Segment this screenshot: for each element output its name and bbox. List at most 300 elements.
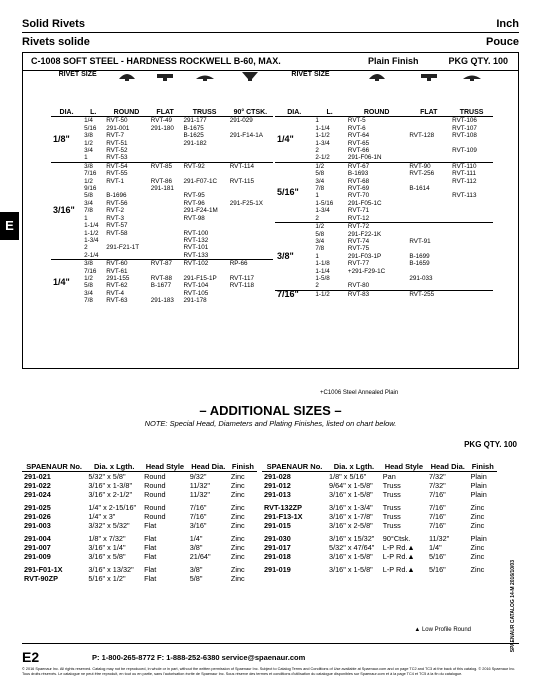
length-cell: 9/16: [84, 185, 97, 193]
finish-label: Plain Finish: [368, 56, 419, 66]
part-number-cell: [228, 207, 273, 214]
additional-cell: 3/16" x 1-5/8": [329, 490, 373, 499]
length-cell: 1/2: [84, 139, 93, 147]
part-number-cell: [407, 147, 450, 154]
table-row: [275, 223, 493, 231]
additional-cell: 1/4": [428, 543, 442, 552]
part-number-cell: 291-F14-1A: [229, 132, 263, 140]
additional-cell: L-P Rd.▲: [382, 543, 415, 552]
additional-row: [262, 499, 497, 512]
part-number-cell: RVT-55: [106, 170, 128, 178]
part-number-cell: [407, 140, 450, 147]
part-number-cell: [228, 215, 273, 222]
part-number-cell: RVT-63: [106, 297, 128, 305]
part-number-cell: RVT-71: [347, 207, 370, 215]
part-number-cell: RVT-117: [229, 274, 254, 282]
additional-cell: 9/32": [189, 472, 207, 481]
length-cell: 1/2: [84, 274, 93, 282]
additional-cell: 1/4": [189, 534, 203, 543]
part-number: 291-013: [264, 490, 291, 499]
part-number-cell: [228, 290, 273, 297]
part-number-cell: RVT-62: [106, 282, 128, 290]
additional-row: [262, 561, 497, 574]
length-cell: 1-1/4: [315, 267, 330, 275]
additional-cell: 3/32" x 5/32": [88, 521, 130, 530]
additional-cell: 3/16" x 2-5/8": [329, 521, 373, 530]
head-style-header: FLAT: [156, 109, 174, 116]
part-number-cell: [228, 230, 273, 237]
table-row: [51, 185, 273, 192]
part-number-cell: [407, 231, 450, 238]
part-number-cell: RVT-85: [149, 162, 182, 170]
additional-column-header: Finish: [469, 462, 497, 472]
part-number-cell: 291-F24-1M: [183, 207, 218, 215]
part-number-cell: [450, 231, 493, 238]
part-number-cell: RVT-6: [347, 124, 366, 132]
part-number: 291-003: [24, 521, 51, 530]
length-cell: 1: [315, 192, 319, 200]
part-number-cell: RVT-111: [452, 170, 476, 178]
additional-cell: Truss: [382, 512, 401, 521]
additional-cell: 1/4" x 2-15/16": [88, 503, 137, 512]
additional-cell: 7/16": [428, 521, 446, 530]
part-number-cell: [149, 192, 182, 199]
part-number-cell: [149, 244, 182, 251]
part-number: 291-019: [264, 565, 291, 574]
part-number-cell: [181, 222, 227, 229]
additional-row: [262, 512, 497, 521]
part-number-cell: [228, 252, 273, 260]
length-cell: 1-3/4: [315, 207, 330, 215]
additional-cell: 3/16" x 2-1/2": [88, 490, 133, 499]
table-row: [51, 162, 273, 170]
length-cell: 3/8: [82, 260, 104, 268]
part-number-cell: [228, 192, 273, 199]
table-row: [51, 140, 273, 147]
part-number-cell: [181, 170, 227, 177]
part-number-cell: +291-F29-1C: [347, 267, 386, 275]
additional-cell: Flat: [144, 574, 157, 583]
part-number-cell: RVT-2: [106, 207, 124, 215]
length-cell: 1/2: [313, 223, 346, 231]
part-number-cell: [407, 178, 450, 185]
additional-row: [22, 521, 257, 530]
part-number-cell: RVT-86: [150, 177, 172, 185]
part-number-cell: 291-033: [409, 274, 433, 282]
part-number-cell: RVT-49: [149, 117, 182, 125]
part-number-cell: RVT-61: [106, 267, 128, 275]
head-style-header: ROUND: [113, 109, 140, 116]
part-number-cell: [228, 170, 273, 177]
additional-cell: 3/16" x 1-5/8": [329, 565, 373, 574]
part-number-cell: [104, 252, 149, 260]
additional-cell: 9/64" x 1-5/8": [329, 481, 373, 490]
catalog-vertical-label: SPAENAUR CATALOG 14-M 2016/10/03: [510, 560, 516, 653]
additional-cell: 5/8": [189, 574, 203, 583]
part-number-cell: RVT-112: [452, 177, 477, 185]
table-row: [51, 200, 273, 207]
part-number-cell: [450, 260, 493, 267]
length-cell: 1-5/16: [315, 199, 334, 207]
table-row: [51, 207, 273, 214]
part-number-cell: B-1693: [347, 170, 369, 178]
part-number-cell: [450, 282, 493, 290]
additional-cell: 1/8" x 7/32": [88, 534, 126, 543]
length-cell: 5/8: [84, 192, 93, 200]
additional-row: [22, 472, 257, 482]
additional-cell: 11/32": [189, 490, 211, 499]
additional-cell: Zinc: [470, 521, 485, 530]
contact-line: P: 1-800-265-8772 F: 1-888-252-6380 service@spaenaur.com: [92, 653, 306, 662]
additional-cell: 7/16": [189, 512, 207, 521]
length-cell: 5/8: [315, 170, 325, 178]
additional-row: [22, 543, 257, 552]
part-number-cell: RVT-108: [452, 132, 477, 140]
additional-table-right: [262, 462, 497, 574]
additional-cell: 1/4" x 3": [88, 512, 116, 521]
part-number: 291-028: [264, 472, 291, 481]
length-cell: 2: [315, 282, 319, 290]
additional-row: [262, 481, 497, 490]
additional-row: [262, 490, 497, 499]
header-title-fr: Rivets solide: [22, 36, 90, 48]
part-number-cell: [149, 237, 182, 244]
part-number-cell: RVT-54: [104, 162, 149, 170]
length-cell: 1/4: [82, 117, 104, 125]
additional-cell: 3/16" x 1-3/8": [88, 481, 133, 490]
length-cell: 1: [315, 252, 319, 260]
length-cell: 1-1/2: [84, 229, 99, 237]
steel-footnote: +C1006 Steel Annealed Plain: [320, 390, 399, 396]
additional-cell: 3/16" x 1/4": [88, 543, 126, 552]
part-number-cell: RVT-115: [229, 177, 254, 185]
length-cell: 2: [315, 147, 319, 155]
part-number-cell: RVT-106: [450, 117, 493, 125]
additional-cell: Plain: [470, 534, 487, 543]
additional-cell: Zinc: [470, 552, 485, 561]
additional-cell: Zinc: [470, 543, 485, 552]
part-number-cell: [149, 140, 182, 147]
additional-column-header: Dia. x Lgth.: [86, 462, 142, 472]
length-cell: 1-1/8: [315, 260, 330, 268]
part-number-cell: RVT-75: [347, 245, 370, 253]
part-number-cell: [450, 238, 493, 245]
additional-cell: Zinc: [230, 490, 245, 499]
part-number-cell: 291-F03-1P: [347, 252, 382, 260]
material-title: C-1008 SOFT STEEL - HARDNESS ROCKWELL B-60, MAX.: [31, 56, 281, 66]
part-number-cell: 291-178: [183, 297, 207, 305]
table-row: [51, 230, 273, 237]
additional-cell: Pan: [382, 472, 396, 481]
part-number: 291-030: [264, 534, 291, 543]
part-number-cell: [450, 215, 493, 223]
part-number-cell: [228, 125, 273, 132]
part-number-cell: [149, 290, 182, 297]
length-cell: 3/4: [84, 199, 93, 207]
part-number-cell: [228, 154, 273, 162]
part-number-cell: [149, 215, 182, 222]
additional-cell: Zinc: [230, 512, 245, 521]
part-number-cell: B-1614: [409, 185, 430, 193]
part-number-cell: B-1699: [409, 252, 430, 260]
additional-cell: Round: [144, 490, 166, 499]
additional-cell: 5/16" x 1/2": [88, 574, 126, 583]
additional-cell: Zinc: [470, 512, 485, 521]
additional-cell: 5/16": [428, 552, 446, 561]
additional-cell: Round: [144, 503, 166, 512]
part-number-cell: RVT-3: [106, 214, 124, 222]
part-number: 291-007: [24, 543, 51, 552]
length-cell: 3/4: [315, 177, 325, 185]
additional-cell: 5/16": [428, 565, 446, 574]
additional-cell: 7/16": [428, 490, 446, 499]
part-number-cell: 291-F06-1N: [347, 154, 382, 162]
additional-cell: Zinc: [230, 574, 245, 583]
part-number-cell: [149, 230, 182, 237]
additional-column-header: Head Dia.: [188, 462, 229, 472]
additional-cell: 3/16": [189, 521, 207, 530]
part-number-cell: B-1675: [183, 124, 204, 132]
length-cell: 2: [84, 244, 88, 252]
part-number-cell: [181, 268, 227, 275]
part-number-cell: RVT-102: [181, 260, 227, 268]
part-number-cell: 291-001: [106, 124, 130, 132]
part-number-cell: RVT-83: [346, 290, 407, 298]
part-number-cell: [407, 223, 450, 231]
part-number-cell: RVT-1: [106, 177, 124, 185]
length-cell: 1-1/2: [313, 290, 346, 298]
additional-cell: Zinc: [230, 481, 245, 490]
additional-cell: Plain: [470, 472, 487, 481]
length-cell: 7/8: [315, 185, 325, 193]
additional-cell: 3/16" x 13/32": [88, 565, 134, 574]
length-cell: 1-1/4: [315, 124, 330, 132]
additional-pkg-qty: PKG QTY. 100: [464, 440, 517, 449]
rivet-size-label: RIVET SIZE: [291, 71, 330, 78]
diameter-cell: 5/16": [275, 162, 313, 222]
length-cell: 5/8: [84, 282, 93, 290]
part-number-cell: RVT-100: [183, 229, 209, 237]
head-style-header: ROUND: [363, 109, 390, 116]
part-number-cell: [450, 253, 493, 260]
additional-cell: Zinc: [230, 503, 245, 512]
table-row: [51, 222, 273, 229]
additional-cell: Round: [144, 472, 166, 481]
part-number: 291-018: [264, 552, 291, 561]
part-number: 291-F13-1X: [264, 512, 303, 521]
additional-cell: 5/32" x 5/8": [88, 472, 126, 481]
additional-table-left: [22, 462, 257, 583]
table-row: [51, 282, 273, 289]
main-table-title: [23, 53, 518, 71]
part-number: RVT-90ZP: [24, 574, 58, 583]
part-number-cell: [407, 215, 450, 223]
table-row: [51, 252, 273, 260]
additional-row: [262, 521, 497, 530]
part-number-cell: [450, 268, 493, 275]
additional-cell: 3/16" x 15/32": [329, 534, 375, 543]
header-unit-en: Inch: [496, 18, 519, 30]
left-rivet-table: [51, 71, 273, 305]
part-number-cell: [181, 147, 227, 154]
additional-cell: 7/16": [189, 503, 207, 512]
length-cell: 3/4: [315, 237, 325, 245]
part-number-cell: RVT-98: [183, 214, 205, 222]
part-number-cell: [149, 222, 182, 229]
diameter-cell: 7/16": [275, 290, 313, 298]
part-number-cell: RVT-58: [106, 229, 128, 237]
length-cell: 7/8: [84, 297, 93, 305]
length-cell: 1: [84, 214, 88, 222]
length-cell: 3/8: [84, 132, 93, 140]
part-number: 291-017: [264, 543, 291, 552]
part-number: 291-026: [24, 512, 51, 521]
part-number-cell: [450, 290, 493, 298]
additional-header-row: [22, 462, 257, 472]
additional-cell: 90°Ctsk.: [382, 534, 411, 543]
table-row: [51, 290, 273, 297]
part-number-cell: RVT-87: [149, 260, 182, 268]
part-number-cell: 291-F25-1X: [229, 199, 263, 207]
additional-cell: 7/32": [428, 472, 446, 481]
additional-row: [22, 490, 257, 499]
part-number-cell: [450, 275, 493, 282]
length-header: L.: [326, 109, 333, 116]
part-number-cell: [450, 223, 493, 231]
part-number-cell: RVT-64: [347, 132, 370, 140]
part-number: 291-012: [264, 481, 291, 490]
additional-cell: 3/16" x 5/8": [88, 552, 126, 561]
table-row: [51, 237, 273, 244]
part-number: 291-022: [24, 481, 51, 490]
length-cell: 1-3/4: [84, 236, 99, 244]
diameter-cell: 3/16": [51, 162, 82, 259]
part-number-cell: [149, 268, 182, 275]
part-number-cell: [407, 245, 450, 252]
table-row: [51, 125, 273, 132]
column-header-row: [275, 109, 493, 117]
part-number-cell: RVT-255: [407, 290, 450, 298]
table-row: [275, 117, 493, 125]
part-number-cell: [104, 185, 149, 192]
part-number-cell: [407, 268, 450, 275]
main-table-box: [22, 52, 519, 369]
additional-cell: Truss: [382, 521, 401, 530]
part-number-cell: 291-180: [150, 124, 174, 132]
additional-row: [262, 530, 497, 543]
head-style-header: 90° CTSK.: [233, 109, 268, 116]
part-number-cell: RVT-107: [452, 124, 477, 132]
part-number-cell: 291-029: [228, 117, 273, 125]
additional-cell: 3/8": [189, 543, 203, 552]
part-number-cell: [149, 132, 182, 139]
part-number-cell: RVT-51: [106, 139, 128, 147]
part-number-cell: RVT-70: [347, 192, 370, 200]
part-number-cell: [407, 207, 450, 214]
head-round-icon: [346, 71, 407, 109]
part-number-cell: B-1625: [183, 132, 204, 140]
rivet-size-label: RIVET SIZE: [58, 71, 97, 78]
additional-row: [262, 472, 497, 482]
part-number-cell: B-1696: [106, 192, 127, 200]
part-number-cell: RVT-77: [347, 260, 370, 268]
part-number-cell: [181, 185, 227, 192]
additional-cell: Zinc: [470, 565, 485, 574]
part-number-cell: [228, 140, 273, 147]
table-row: [51, 215, 273, 222]
column-header-row: [51, 109, 273, 117]
part-number-cell: RVT-50: [104, 117, 149, 125]
additional-column-header: Finish: [229, 462, 257, 472]
part-number-cell: [407, 117, 450, 125]
additional-column-header: Dia. x Lgth.: [327, 462, 381, 472]
page-number: E2: [22, 649, 40, 665]
additional-cell: 21/64": [189, 552, 211, 561]
diameter-cell: 3/8": [275, 223, 313, 291]
additional-cell: Truss: [382, 503, 401, 512]
additional-cell: 11/32": [189, 481, 211, 490]
additional-row: [22, 481, 257, 490]
part-number-cell: [149, 200, 182, 207]
part-number-cell: RVT-95: [183, 192, 205, 200]
part-number-cell: RVT-88: [150, 274, 172, 282]
head-icons-row: [51, 71, 273, 109]
additional-cell: Truss: [382, 490, 401, 499]
part-number-cell: [407, 192, 450, 199]
additional-row: [22, 552, 257, 561]
additional-cell: L-P Rd.▲: [382, 565, 415, 574]
part-number-cell: RVT-66: [347, 147, 370, 155]
part-number-cell: 291-F07-1C: [183, 177, 218, 185]
part-number-cell: 291-F15-1P: [183, 274, 217, 282]
additional-sizes-title: – ADDITIONAL SIZES –: [199, 403, 342, 418]
part-number-cell: 291-155: [106, 274, 130, 282]
table-row: [51, 117, 273, 125]
part-number-cell: [450, 245, 493, 252]
table-row: [51, 132, 273, 139]
length-cell: 7/8: [315, 245, 325, 253]
part-number-cell: RVT-12: [347, 214, 370, 222]
additional-column-header: Head Style: [142, 462, 188, 472]
length-cell: 7/16: [84, 267, 97, 275]
part-number: 291-024: [24, 490, 51, 499]
divider: [22, 32, 519, 33]
length-cell: 5/16: [84, 124, 97, 132]
part-number-cell: RVT-68: [347, 177, 370, 185]
part-number-cell: [228, 147, 273, 154]
header-title-en: Solid Rivets: [22, 18, 85, 30]
length-cell: 7/16: [84, 170, 97, 178]
rivet-grid: [23, 71, 518, 368]
part-number-cell: RVT-96: [183, 199, 205, 207]
diameter-cell: 1/4": [275, 117, 313, 162]
additional-cell: Truss: [382, 481, 401, 490]
part-number-cell: [407, 154, 450, 162]
part-number-cell: RP-66: [228, 260, 273, 268]
table-row: [51, 192, 273, 199]
additional-cell: Plain: [470, 481, 487, 490]
additional-column-header: SPAENAUR No.: [262, 462, 327, 472]
left-half: [51, 71, 273, 368]
additional-column-header: Head Style: [381, 462, 427, 472]
additional-cell: Zinc: [230, 521, 245, 530]
part-number-cell: RVT-69: [347, 185, 370, 193]
part-number-cell: RVT-113: [452, 192, 477, 200]
header-row-2: [22, 36, 519, 48]
additional-cell: Zinc: [230, 565, 245, 574]
additional-cell: Flat: [144, 552, 157, 561]
part-number: 291-004: [24, 534, 51, 543]
